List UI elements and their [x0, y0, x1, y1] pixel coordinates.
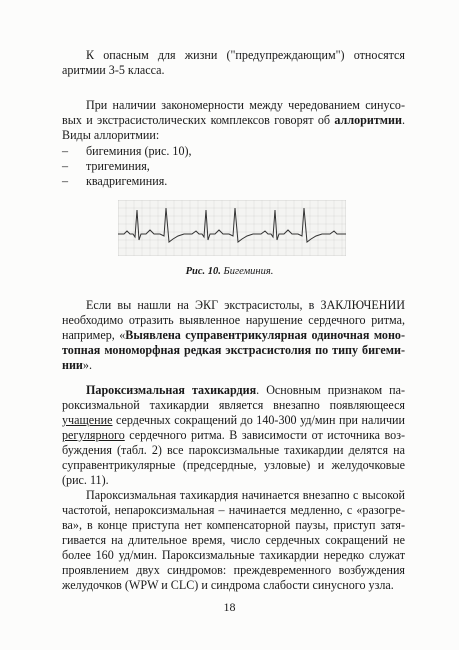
paragraph-line: [62, 343, 405, 358]
paragraph-line: (рис. 11).: [62, 473, 109, 487]
underlined-term: учащение: [62, 413, 113, 427]
paragraph-line: более 160 уд/мин. Пароксизмальные тахикардии нередко служат: [62, 548, 405, 562]
paragraph-line: [62, 428, 405, 443]
paragraph-line: роксизмальной тахикардии является внезапно появляющееся: [62, 398, 405, 412]
section-term: Пароксизмальная тахикардия: [86, 383, 257, 397]
paragraph-line: аритмии 3-5 класса.: [62, 63, 165, 77]
text-span: вых и экстрасистолических комплексов говорят об: [62, 113, 335, 127]
paragraph-line: гивается на длительное время, число сердечных сокращений не: [62, 533, 405, 547]
list-item: тригеминия,: [86, 159, 150, 173]
paragraph-line: буждения (табл. 2) все пароксизмальные тахикардии делятся на: [62, 443, 405, 457]
figure-title: Бигеминия.: [220, 266, 274, 277]
paragraph-line: [62, 383, 405, 398]
list-dash: –: [62, 159, 69, 173]
paragraph-line: Виды аллоритмии:: [62, 128, 160, 142]
paragraph-line: желудочков (WPW и CLC) и синдрома слабости синусного узла.: [62, 578, 394, 592]
figure-caption: [0, 266, 459, 277]
paragraph-line: [62, 113, 405, 128]
paragraph-line: При наличии закономерности между чередованием синусо-: [86, 98, 405, 112]
list-dash: –: [62, 144, 69, 158]
conclusion-example: Выявлена суправентрикулярная одиночная моно-: [125, 328, 405, 342]
underlined-term: регулярного: [62, 428, 125, 442]
page-number: 18: [223, 600, 236, 614]
term-allorhythmia: аллоритмии: [334, 113, 402, 127]
conclusion-example: нии: [62, 358, 83, 372]
figure-label: Рис. 10.: [185, 266, 221, 277]
paragraph-line: [62, 358, 92, 373]
text-span: . Основным признаком па-: [256, 383, 405, 397]
paragraph-line: частотой, непароксизмальная – начинается медленно, с «разогре-: [62, 503, 405, 517]
paragraph-line: проявлением двух синдромов: преждевременного возбуждения: [62, 563, 405, 577]
text-span: сердечных сокращений до 140-300 уд/мин при наличии: [112, 413, 405, 427]
paragraph-line: ва», в конце приступа нет компенсаторной паузы, приступ затя-: [62, 518, 405, 532]
text-span: .: [401, 113, 405, 127]
text-span: сердечного ритма. В зависимости от источника воз-: [124, 428, 405, 442]
conclusion-example: топная мономорфная редкая экстрасистолия по типу бигеми-: [62, 343, 405, 357]
paragraph-line: Если вы нашли на ЭКГ экстрасистолы, в ЗАКЛЮЧЕНИИ: [86, 298, 405, 312]
paragraph-line: К опасным для жизни ("предупреждающим") относятся: [86, 48, 405, 62]
paragraph-line: суправентрикулярные (предсердные, узловые) и желудочковые: [62, 458, 405, 472]
list-item: бигеминия (рис. 10),: [86, 144, 192, 158]
text-span: ».: [82, 358, 92, 372]
text-span: например, «: [62, 328, 126, 342]
paragraph-line: [62, 413, 405, 428]
list-dash: –: [62, 174, 69, 188]
list-item: квадригеминия.: [86, 174, 168, 188]
paragraph-line: необходимо отразить выявленное нарушение сердечного ритма,: [62, 313, 405, 327]
ecg-bigeminy-figure: [118, 200, 346, 256]
paragraph-line: Пароксизмальная тахикардия начинается внезапно с высокой: [86, 488, 405, 502]
paragraph-line: [62, 328, 405, 343]
